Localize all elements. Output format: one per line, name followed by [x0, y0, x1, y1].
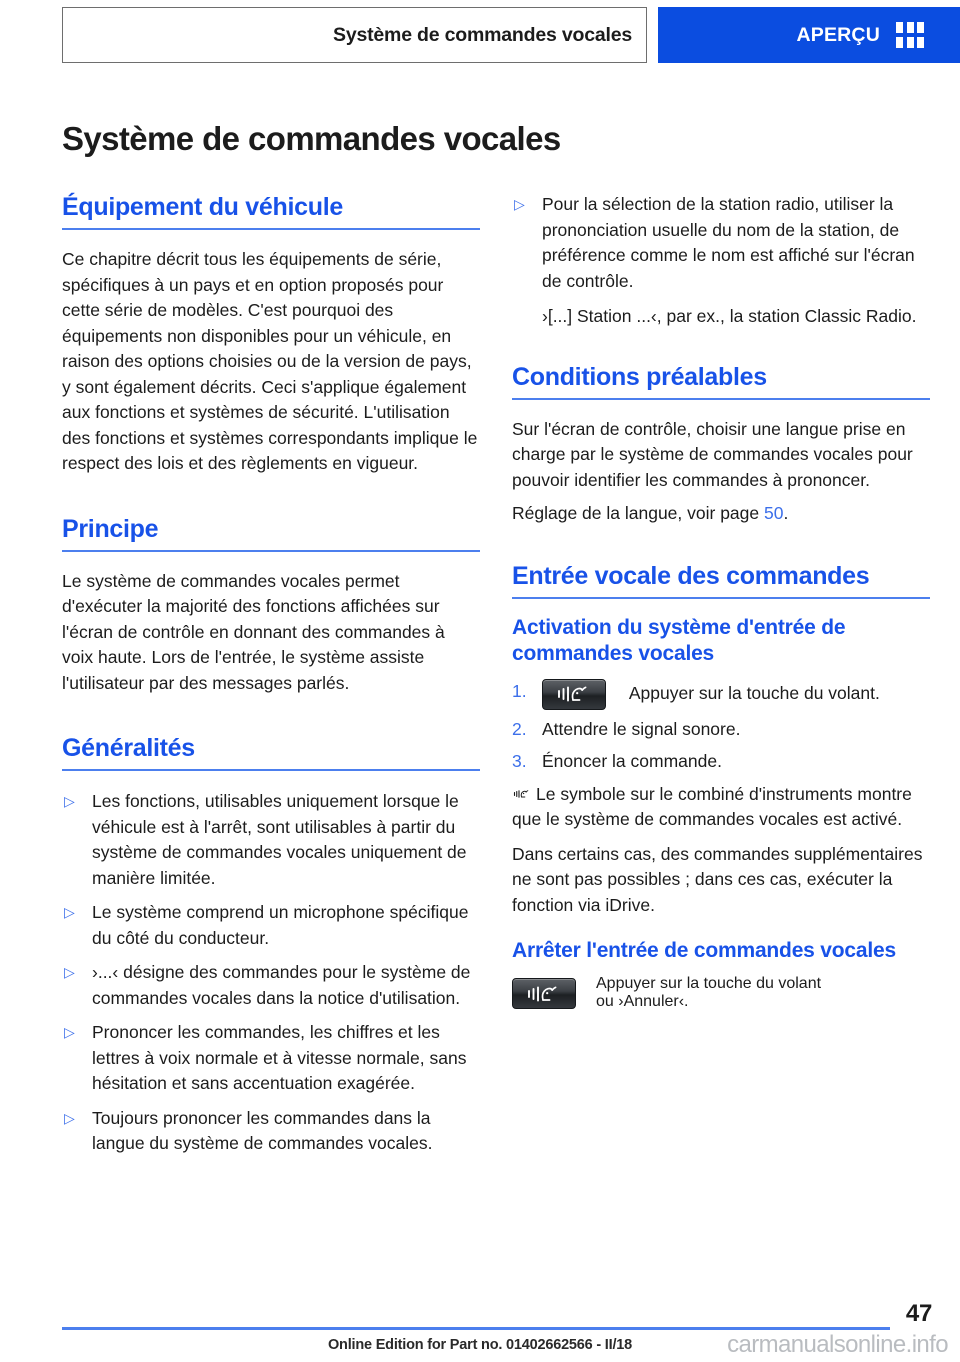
section-heading-generalites: Généralités — [62, 733, 480, 771]
step-text: Énoncer la commande. — [542, 751, 722, 771]
list-item — [62, 789, 480, 891]
triangle-bullet-icon: ▷ — [64, 793, 75, 809]
paragraph-extra-commands: Dans certains cas, des commandes supplémentaires ne sont pas possibles ; dans ces cas, exécuter la fonction via iDrive. — [512, 843, 923, 915]
overview-button[interactable] — [658, 7, 960, 63]
radio-station-bullet-list — [512, 192, 930, 330]
list-item-text: Pour la sélection de la station radio, utiliser la prononciation usuelle du nom de la station, de préférence comme le nom est affiché sur l'écran de contrôle. — [542, 194, 915, 291]
step-number: 1. — [512, 680, 527, 701]
grid-icon — [896, 22, 924, 48]
paragraph-principe: Le système de commandes vocales permet d'exécuter la majorité des fonctions affichées sur l'écran de contrôle en donnant des commandes à voix haute. Lors de l'entrée, le système assiste l'utilisateur par des messages parlés. — [62, 570, 445, 693]
list-item — [62, 960, 480, 1011]
list-item — [62, 1106, 480, 1157]
xref-prefix: Réglage de la langue, voir page — [512, 503, 764, 523]
voice-button-icon — [542, 679, 606, 710]
section-heading-entree-vocale: Entrée vocale des commandes — [512, 561, 930, 599]
page-title: Système de commandes vocales — [62, 120, 561, 158]
footer-rule — [62, 1327, 890, 1330]
list-item — [512, 717, 930, 743]
paragraph-conditions: Sur l'écran de contrôle, choisir une langue prise en charge par le système de commandes vocales pour pouvoir identifier les commandes à prononcer. — [512, 418, 913, 490]
list-item-text: Le système comprend un microphone spécifique du côté du conducteur. — [92, 902, 469, 948]
left-column — [62, 192, 480, 1157]
overview-label: APERÇU — [796, 23, 880, 46]
generalites-bullet-list — [62, 789, 480, 1157]
header-chapter-tab[interactable] — [62, 7, 647, 63]
voice-button-icon — [512, 978, 576, 1009]
stop-text-line1: Appuyer sur la touche du volant — [596, 975, 822, 992]
section-heading-principe: Principe — [62, 514, 480, 552]
triangle-bullet-icon: ▷ — [64, 1109, 75, 1126]
stop-text-line2: ou ›Annuler‹. — [596, 993, 689, 1010]
step-number: 2. — [512, 718, 527, 739]
activation-steps-list — [512, 679, 930, 775]
triangle-bullet-icon: ▷ — [64, 964, 75, 980]
list-item-note: ›[...] Station ...‹, par ex., la station Classic Radio. — [542, 306, 917, 326]
paragraph-equipement: Ce chapitre décrit tous les équipements de série, spécifiques à un pays et en option proposés pour cette série de modèles. C'est pourquoi des équipements non disponibles pour un véhicule, en raison des options choisies ou de la version de pays, y sont également décrits. Ceci s'applique également aux fonctions et systèmes de sécurité. L'utilisation des fonctions et systèmes correspondants implique le respect des lois et des règlements en vigueur. — [62, 249, 478, 473]
subsection-heading-arreter: Arrêter l'entrée de commandes vocales — [512, 939, 896, 962]
voice-symbol-icon — [512, 784, 532, 800]
list-item — [512, 679, 930, 710]
list-item-text: ›...‹ désigne des commandes pour le système de commandes vocales dans la notice d'utilisation. — [92, 962, 471, 1008]
paragraph-language-xref — [512, 501, 930, 527]
right-column — [512, 192, 930, 1011]
page-header — [62, 7, 960, 63]
section-heading-conditions: Conditions préalables — [512, 362, 930, 400]
footer-watermark: carmanualsonline.info — [727, 1331, 948, 1358]
page-number: 47 — [905, 1300, 932, 1327]
triangle-bullet-icon: ▷ — [514, 196, 525, 212]
header-chapter-label: Système de commandes vocales — [333, 23, 632, 46]
list-item-text: Les fonctions, utilisables uniquement lorsque le véhicule est à l'arrêt, sont utilisables à partir du système de commandes vocales uniquement de manière limitée. — [92, 791, 467, 888]
symbol-note-text: Le symbole sur le combiné d'instruments montre que le système de commandes vocales est activé. — [512, 783, 912, 829]
paragraph-symbol-note — [512, 782, 930, 833]
subsection-heading-activation: Activation du système d'entrée de commandes vocales — [512, 615, 846, 665]
xref-suffix: . — [783, 503, 789, 523]
step-text: Appuyer sur la touche du volant. — [628, 682, 880, 703]
list-item — [512, 749, 930, 775]
list-item — [512, 192, 930, 330]
step-text: Attendre le signal sonore. — [542, 718, 741, 739]
stop-instruction-text — [596, 975, 821, 1011]
footer-edition-text: Online Edition for Part no. 01402662566 - II/18 — [327, 1337, 633, 1353]
stop-instruction-row — [512, 975, 930, 1011]
list-item — [62, 1020, 480, 1097]
list-item-text: Toujours prononcer les commandes dans la langue du système de commandes vocales. — [92, 1107, 433, 1153]
section-heading-equipement: Équipement du véhicule — [62, 192, 480, 230]
page-reference-link[interactable]: 50 — [764, 503, 784, 523]
step-number: 3. — [512, 751, 527, 771]
list-item-text: Prononcer les commandes, les chiffres et les lettres à voix normale et à vitesse normale, sans hésitation et sans accentuation exagérée. — [92, 1022, 467, 1093]
list-item — [62, 900, 480, 951]
triangle-bullet-icon: ▷ — [64, 904, 75, 920]
triangle-bullet-icon: ▷ — [64, 1024, 75, 1040]
